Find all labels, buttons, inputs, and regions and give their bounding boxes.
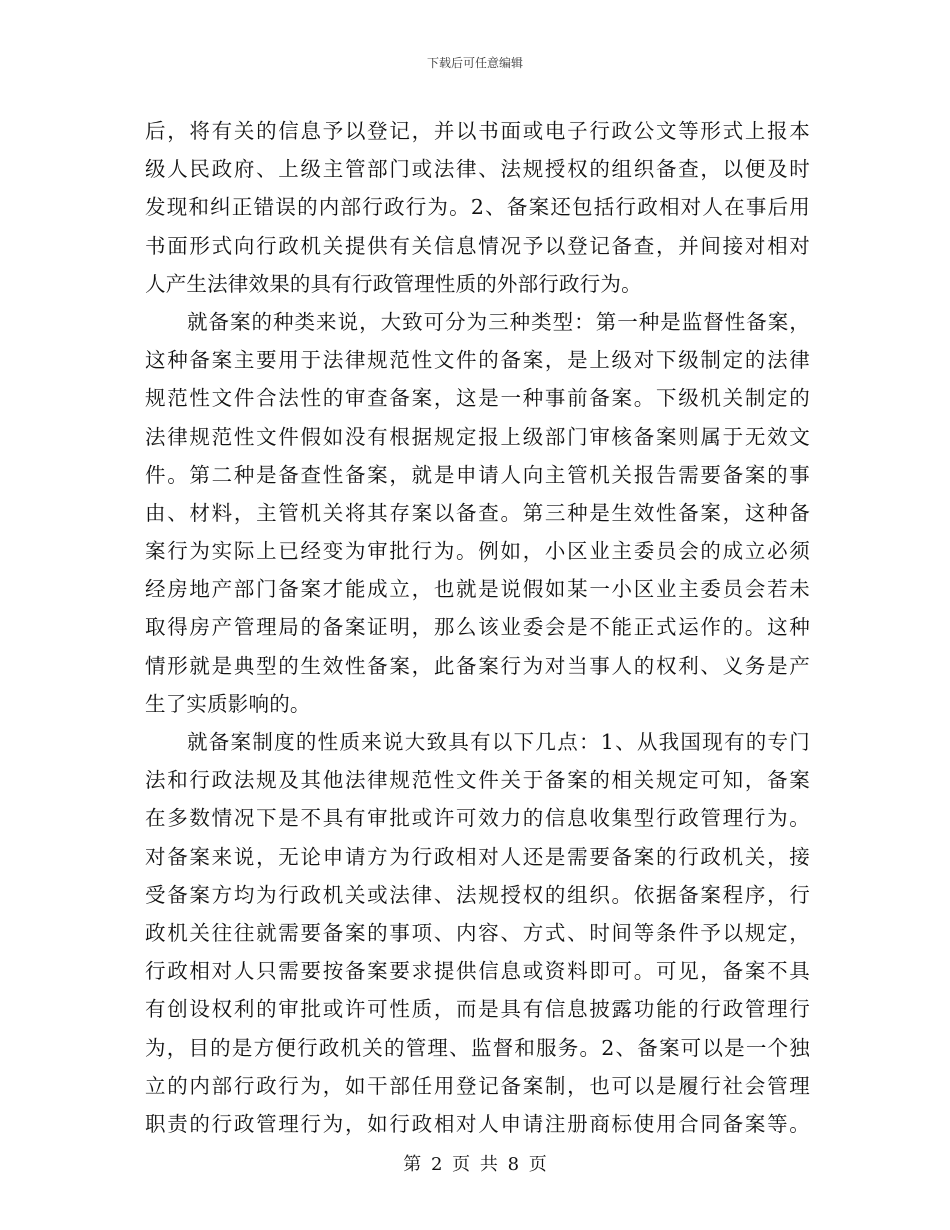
text-line: 职责的行政管理行为，如行政相对人申请注册商标使用合同备案等。 [145, 1111, 810, 1136]
text-line: 经房地产部门备案才能成立，也就是说假如某一小区业主委员会若未 [145, 577, 810, 602]
text-line: 立的内部行政行为，如干部任用登记备案制，也可以是履行社会管理 [145, 1073, 810, 1098]
text-line: 政机关往往就需要备案的事项、内容、方式、时间等条件予以规定， [145, 920, 810, 945]
text-line: 由、材料，主管机关将其存案以备查。第三种是生效性备案，这种备 [145, 500, 810, 525]
text-line: 受备案方均为行政机关或法律、法规授权的组织。依据备案程序，行 [145, 882, 810, 907]
text-line: 规范性文件合法性的审查备案，这是一种事前备案。下级机关制定的 [145, 386, 810, 411]
text-line: 行政相对人只需要按备案要求提供信息或资料即可。可见，备案不具 [145, 959, 810, 984]
paragraph-start-line: 就备案的种类来说，大致可分为三种类型：第一种是监督性备案， [187, 309, 810, 334]
text-line: 后，将有关的信息予以登记，并以书面或电子行政公文等形式上报本 [145, 119, 810, 143]
text-line: 法律规范性文件假如没有根据规定报上级部门审核备案则属于无效文 [145, 424, 810, 449]
text-line: 为，目的是方便行政机关的管理、监督和服务。2、备案可以是一个独 [145, 1035, 810, 1060]
page-header: 下载后可任意编辑 [426, 56, 523, 70]
text-line: 案行为实际上已经变为审批行为。例如，小区业主委员会的成立必须 [145, 539, 810, 564]
text-line: 发现和纠正错误的内部行政行为。2、备案还包括行政相对人在事后用 [145, 195, 810, 220]
text-line: 法和行政法规及其他法律规范性文件关于备案的相关规定可知，备案 [145, 768, 810, 793]
text-line: 取得房产管理局的备案证明，那么该业委会是不能正式运作的。这种 [145, 615, 810, 640]
text-line: 生了实质影响的。 [145, 691, 311, 716]
text-line: 有创设权利的审批或许可性质，而是具有信息披露功能的行政管理行 [145, 997, 810, 1022]
text-line: 级人民政府、上级主管部门或法律、法规授权的组织备查，以便及时 [145, 157, 810, 182]
text-line: 件。第二种是备查性备案，就是申请人向主管机关报告需要备案的事 [145, 462, 810, 487]
text-line: 书面形式向行政机关提供有关信息情况予以登记备查，并间接对相对 [145, 233, 810, 258]
paragraph-start-line: 就备案制度的性质来说大致具有以下几点：1、从我国现有的专门 [187, 730, 810, 754]
page-number-footer: 第 2 页 共 8 页 [403, 1154, 547, 1175]
text-line: 人产生法律效果的具有行政管理性质的外部行政行为。 [145, 271, 642, 296]
text-line: 对备案来说，无论申请方为行政相对人还是需要备案的行政机关，接 [145, 844, 810, 869]
text-line: 在多数情况下是不具有审批或许可效力的信息收集型行政管理行为。 [145, 806, 810, 831]
text-line: 这种备案主要用于法律规范性文件的备案，是上级对下级制定的法律 [145, 348, 810, 373]
text-line: 情形就是典型的生效性备案，此备案行为对当事人的权利、义务是产 [145, 653, 810, 678]
document-body [145, 112, 810, 1143]
